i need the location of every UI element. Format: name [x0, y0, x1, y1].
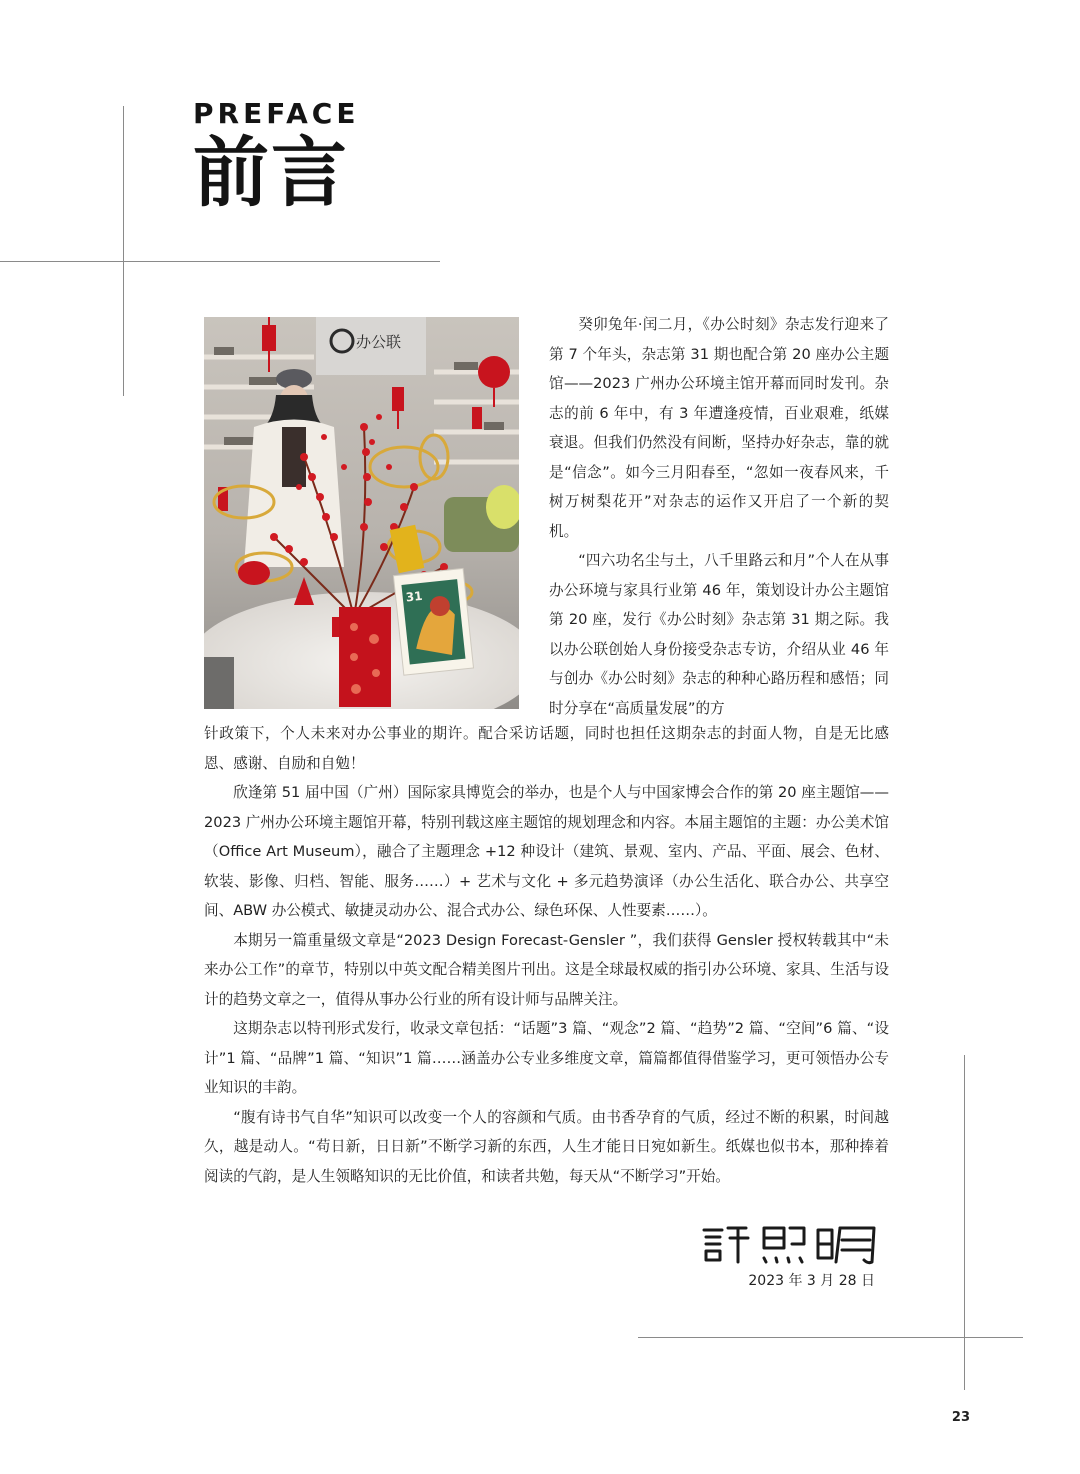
frame-line-top-horizontal: [0, 261, 440, 262]
page-number: 23: [951, 1410, 970, 1425]
paragraph-2: “四六功名尘与土，八千里路云和月”个人在从事办公环境与家具行业第 46 年，策划设计办公主题馆第 20 座，发行《办公时刻》杂志第 31 期之际。我以办公联创始人身份接受杂志专访，介绍从业 46 年与创办《办公时刻》杂志的种种心路历程和感悟；同时分享在“高质量发展”的方: [549, 552, 889, 717]
paragraph-3: 欣逢第 51 届中国（广州）国际家具博览会的举办，也是个人与中国家博会合作的第 20 座主题馆——2023 广州办公环境主题馆开幕，特别刊载这座主题馆的规划理念和内容。本届主题馆的主题：办公美术馆（Office Art Museum），融合了主题理念 +12 种设计（建筑、景观、室内、产品、平面、展会、色材、软装、影像、归档、智能、服务……）+ 艺术与文化 + 多元趋势演译（办公生活化、联合办公、共享空间、ABW 办公模式、敏捷灵动办公、混合式办公、绿色环保、人性要素……）。: [204, 784, 889, 919]
signature-name: 許熙明: [700, 1222, 703, 1223]
article-column: [549, 310, 889, 723]
frame-line-bottom-vertical: [964, 1055, 965, 1390]
paragraph-2-continuation: 针政策下，个人未来对办公事业的期许。配合采访话题，同时也担任这期杂志的封面人物，自是无比感恩、感谢、自励和自勉！: [204, 725, 889, 772]
frame-line-bottom-horizontal: [638, 1337, 1023, 1338]
frame-line-top-vertical: [123, 106, 124, 396]
paragraph-4: 本期另一篇重量级文章是“2023 Design Forecast-Gensler ”，我们获得 Gensler 授权转载其中“未来办公工作”的章节，特别以中英文配合精美图片刊出。这是全球最权威的指引办公环境、家具、生活与设计的趋势文章之一，值得从事办公行业的所有设计师与品牌关注。: [204, 931, 889, 1008]
paragraph-5: 这期杂志以特刊形式发行，收录文章包括：“话题”3 篇、“观念”2 篇、“趋势”2 篇、“空间”6 篇、“设计”1 篇、“品牌”1 篇、“知识”1 篇……涵盖办公专业多维度文章，篇篇都值得借鉴学习，更可领悟办公专业知识的丰韵。: [204, 1020, 889, 1096]
magazine-issue-label: 31: [405, 588, 424, 605]
author-signature: [700, 1222, 880, 1266]
section-title-chinese: 前言: [193, 128, 349, 217]
signature-date: 2023 年 3 月 28 日: [748, 1273, 875, 1289]
paragraph-6: “腹有诗书气自华”知识可以改变一个人的容颜和气质。由书香孕育的气质，经过不断的积累，时间越久，越是动人。“苟日新，日日新”不断学习新的东西，人生才能日日宛如新生。纸媒也似书本，那种捧着阅读的气韵，是人生领略知识的无比价值，和读者共勉，每天从“不断学习”开始。: [204, 1108, 889, 1185]
logo-text: 办公联: [356, 333, 402, 351]
paragraph-1: 癸卯兔年·闰二月，《办公时刻》杂志发行迎来了第 7 个年头，杂志第 31 期也配合第 20 座办公主题馆——2023 广州办公环境主馆开幕而同时发刊。杂志的前 6 年中，有 3 年遭逢疫情，百业艰难，纸媒衰退。但我们仍然没有间断，坚持办好杂志，靠的就是“信念”。如今三月阳春至，“忽如一夜春风来，千树万树梨花开”对杂志的运作又开启了一个新的契机。: [549, 316, 889, 540]
author-photo: [204, 317, 519, 709]
article-body: [204, 719, 889, 1191]
section-title-english: PREFACE: [193, 97, 360, 130]
